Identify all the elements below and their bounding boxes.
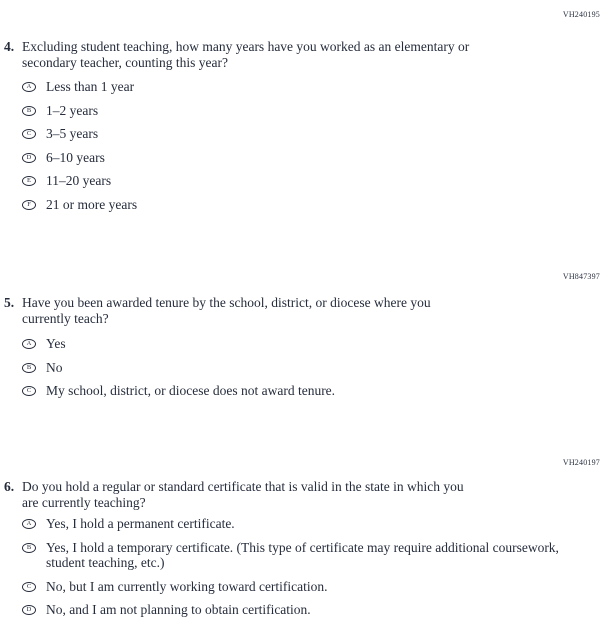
option-label <box>46 516 235 532</box>
option-label <box>46 602 311 618</box>
answer-option <box>22 79 604 95</box>
option-label-line: 3–5 years <box>46 126 99 141</box>
question-text <box>22 479 464 511</box>
question-6 <box>0 479 604 511</box>
option-label <box>46 150 105 166</box>
option-label <box>46 360 63 376</box>
question-4-section <box>0 10 604 220</box>
answer-option <box>22 150 604 166</box>
answer-option <box>22 126 604 142</box>
answer-options <box>0 516 604 618</box>
answer-option <box>22 540 604 571</box>
question-5 <box>0 295 604 327</box>
option-bubble-radio[interactable]: A <box>22 339 36 349</box>
option-bubble-radio[interactable]: B <box>22 106 36 116</box>
option-label <box>46 79 134 95</box>
question-6-section <box>0 458 604 626</box>
option-label-line: Yes <box>46 336 66 351</box>
option-label-line: No, and I am not planning to obtain certification. <box>46 602 311 617</box>
question-text-line: are currently teaching? <box>22 495 146 510</box>
option-label-line: Yes, I hold a temporary certificate. (This type of certificate may require additional coursework, <box>46 539 559 555</box>
option-bubble-radio[interactable]: A <box>22 82 36 92</box>
question-text-line: secondary teacher, counting this year? <box>22 55 228 70</box>
option-bubble-radio[interactable]: D <box>22 153 36 163</box>
option-bubble-radio[interactable]: B <box>22 363 36 373</box>
answer-option <box>22 173 604 189</box>
option-label-line: Less than 1 year <box>46 79 135 94</box>
item-code: VH240197 <box>562 458 600 467</box>
option-label <box>46 197 137 213</box>
answer-option <box>22 336 604 352</box>
option-label <box>46 126 98 142</box>
answer-option <box>22 383 604 399</box>
option-label <box>46 103 98 119</box>
answer-option <box>22 103 604 119</box>
option-label-line: 21 or more years <box>46 196 138 212</box>
item-code: VH847397 <box>562 272 600 281</box>
option-label <box>46 540 559 571</box>
option-label-line: Yes, I hold a permanent certificate. <box>46 516 235 531</box>
answer-option <box>22 197 604 213</box>
answer-option <box>22 360 604 376</box>
question-number: 4. <box>4 39 15 54</box>
answer-options <box>0 79 604 212</box>
option-label <box>46 383 335 399</box>
option-bubble-radio[interactable]: D <box>22 605 36 615</box>
question-text-line: Excluding student teaching, how many years have you worked as an elementary or <box>22 39 470 54</box>
question-number: 5. <box>4 295 15 310</box>
option-label-line: student teaching, etc.) <box>46 555 165 570</box>
question-text <box>22 295 431 327</box>
question-text-line: Have you been awarded tenure by the school, district, or diocese where you <box>22 295 431 310</box>
option-bubble-radio[interactable]: B <box>22 543 36 553</box>
option-label <box>46 579 328 595</box>
option-label <box>46 336 66 352</box>
option-bubble-radio[interactable]: C <box>22 129 36 139</box>
option-label-line: No, but I am currently working toward certification. <box>46 578 328 594</box>
answer-option <box>22 602 604 618</box>
answer-option <box>22 579 604 595</box>
question-text-line: Do you hold a regular or standard certificate that is valid in the state in which you <box>22 479 464 494</box>
option-bubble-radio[interactable]: F <box>22 200 36 210</box>
item-code: VH240195 <box>562 10 600 19</box>
question-text <box>22 39 469 71</box>
option-label-line: 1–2 years <box>46 102 99 118</box>
answer-option <box>22 516 604 532</box>
option-bubble-radio[interactable]: A <box>22 519 36 529</box>
option-label-line: 6–10 years <box>46 149 105 165</box>
option-bubble-radio[interactable]: E <box>22 176 36 186</box>
option-bubble-radio[interactable]: C <box>22 386 36 396</box>
option-label-line: No <box>46 359 63 375</box>
option-label <box>46 173 111 189</box>
question-4 <box>0 39 604 71</box>
question-text-line: currently teach? <box>22 311 109 326</box>
question-number: 6. <box>4 479 15 494</box>
question-5-section <box>0 272 604 407</box>
option-bubble-radio[interactable]: C <box>22 582 36 592</box>
option-label-line: 11–20 years <box>46 173 112 188</box>
answer-options <box>0 336 604 399</box>
option-label-line: My school, district, or diocese does not award tenure. <box>46 383 336 398</box>
